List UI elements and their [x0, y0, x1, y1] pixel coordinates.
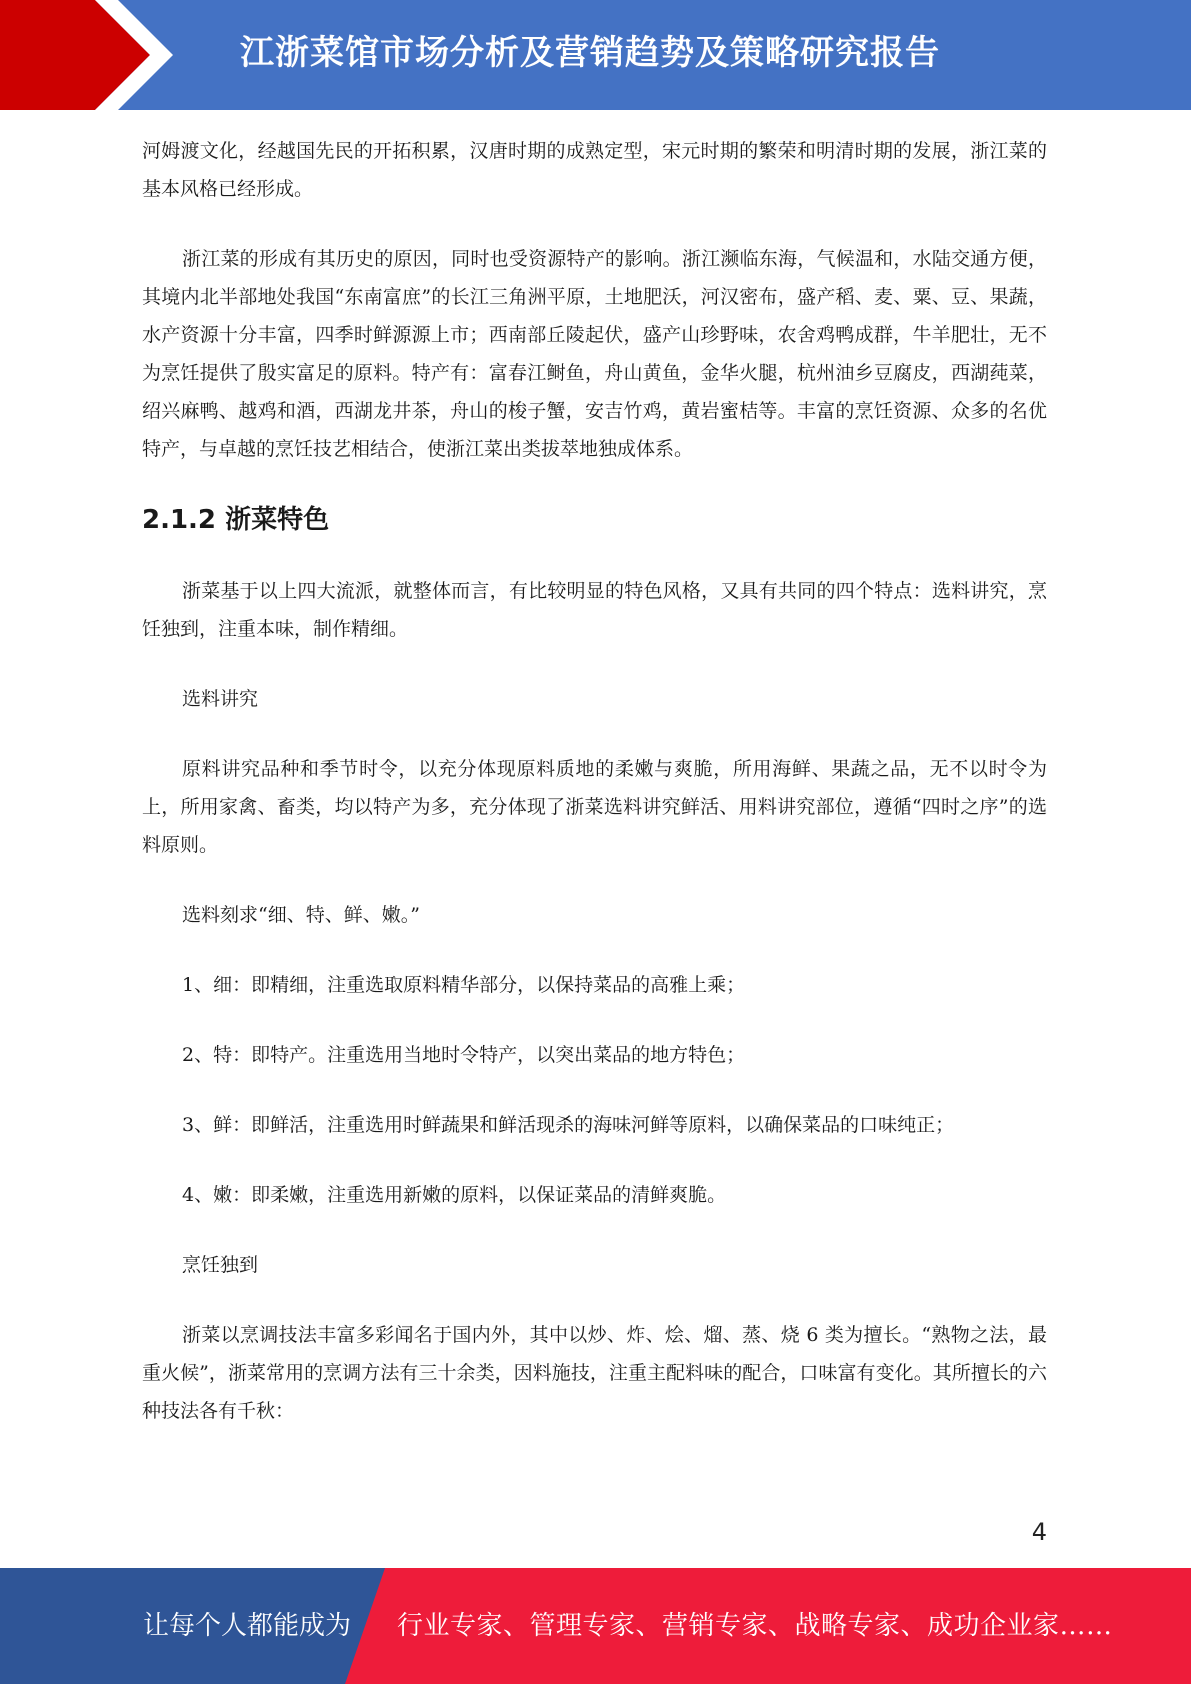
paragraph: 浙菜以烹调技法丰富多彩闻名于国内外，其中以炒、炸、烩、熘、蒸、烧 6 类为擅长。“熟物之法，最重火候”，浙菜常用的烹调方法有三十余类，因料施技，注重主配料味的配合，口味富有变化。其所擅长的六种技法各有千秋： — [142, 1324, 1047, 1422]
list-item: 1、细：即精细，注重选取原料精华部分，以保持菜品的高雅上乘； — [182, 974, 746, 996]
list-item: 2、特：即特产。注重选用当地时令特产，以突出菜品的地方特色； — [182, 1044, 746, 1066]
list-item: 4、嫩：即柔嫩，注重选用新嫩的原料，以保证菜品的清鲜爽脆。 — [182, 1184, 727, 1206]
paragraph: 选料刻求“细、特、鲜、嫩。” — [182, 904, 420, 926]
paragraph: 浙江菜的形成有其历史的原因，同时也受资源特产的影响。浙江濒临东海，气候温和，水陆交通方便，其境内北半部地处我国“东南富庶”的长江三角洲平原，土地肥沃，河汉密布，盛产稻、麦、粟、豆、果蔬，水产资源十分丰富，四季时鲜源源上市；西南部丘陵起伏，盛产山珍野味，农舍鸡鸭成群，牛羊肥壮，无不为烹饪提供了殷实富足的原料。特产有：富春江鲥鱼，舟山黄鱼，金华火腿，杭州油乡豆腐皮，西湖莼菜，绍兴麻鸭、越鸡和酒，西湖龙井茶，舟山的梭子蟹，安吉竹鸡，黄岩蜜桔等。丰富的烹饪资源、众多的名优特产，与卓越的烹饪技艺相结合，使浙江菜出类拔萃地独成体系。 — [142, 248, 1047, 460]
page-header — [0, 0, 1191, 110]
page-number: 4 — [1031, 1518, 1047, 1546]
footer-slogan-right: 行业专家、管理专家、营销专家、战略专家、成功企业家…… — [397, 1611, 1113, 1641]
paragraph: 河姆渡文化，经越国先民的开拓积累，汉唐时期的成熟定型，宋元时期的繁荣和明清时期的发展，浙江菜的基本风格已经形成。 — [142, 140, 1047, 200]
subheading: 烹饪独到 — [182, 1254, 259, 1276]
list-item: 3、鲜：即鲜活，注重选用时鲜蔬果和鲜活现杀的海味河鲜等原料，以确保菜品的口味纯正； — [182, 1114, 955, 1136]
document-body — [142, 132, 1047, 1462]
footer-slogan-left: 让每个人都能成为 — [143, 1611, 352, 1641]
subheading: 选料讲究 — [182, 688, 259, 710]
section-heading: 2.1.2 浙菜特色 — [142, 505, 330, 535]
page-footer — [0, 1568, 1191, 1684]
header-arrow-decoration — [0, 0, 190, 110]
report-title: 江浙菜馆市场分析及营销趋势及策略研究报告 — [240, 33, 940, 73]
paragraph: 浙菜基于以上四大流派，就整体而言，有比较明显的特色风格，又具有共同的四个特点：选料讲究，烹饪独到，注重本味，制作精细。 — [142, 580, 1047, 640]
paragraph: 原料讲究品种和季节时令，以充分体现原料质地的柔嫩与爽脆，所用海鲜、果蔬之品，无不以时令为上，所用家禽、畜类，均以特产为多，充分体现了浙菜选料讲究鲜活、用料讲究部位，遵循“四时之序”的选料原则。 — [142, 758, 1047, 856]
